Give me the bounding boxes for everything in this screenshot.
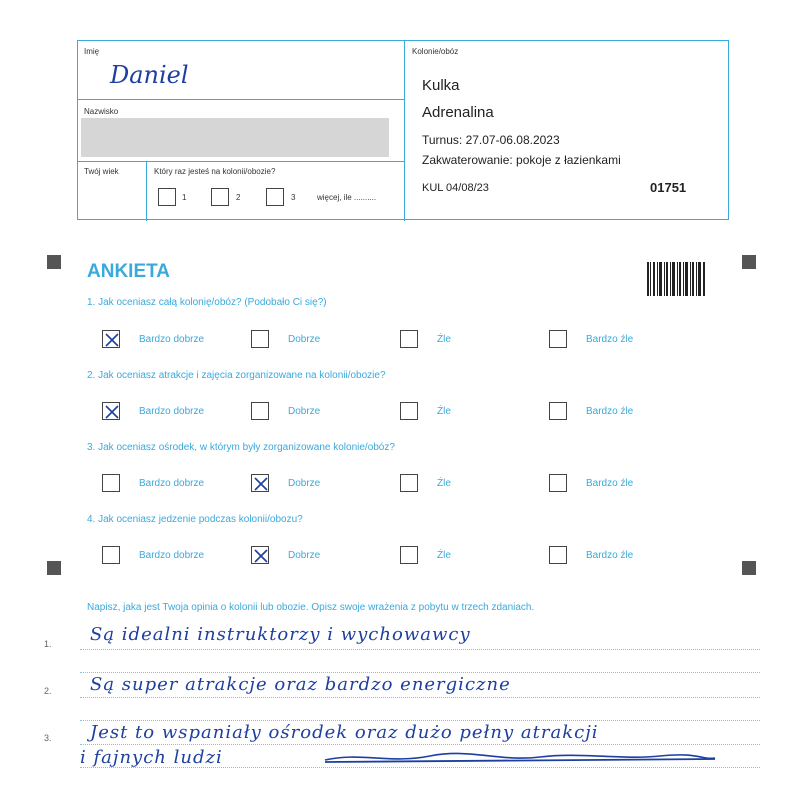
q2-checkbox-4[interactable] [549, 402, 567, 420]
q4-checkbox-1[interactable] [102, 546, 120, 564]
line-number-3: 3. [44, 733, 52, 743]
first-name-value[interactable]: Daniel [110, 61, 189, 89]
question-4: 4. Jak oceniasz jedzenie podczas kolonii/obozu? [87, 514, 303, 525]
form-number: 01751 [650, 180, 687, 195]
q1-checkbox-3[interactable] [400, 330, 418, 348]
camp-label: Kolonie/obóz [412, 47, 459, 56]
times-more[interactable]: więcej, ile .......... [317, 193, 377, 202]
camp-code: KUL 04/08/23 [422, 182, 489, 194]
q2-option-label-2: Dobrze [288, 406, 321, 417]
q3-option-label-3: Źle [437, 478, 451, 489]
q2-checkbox-1[interactable] [102, 402, 120, 420]
answer-2[interactable]: Są super atrakcje oraz bardzo energiczne [90, 674, 511, 695]
q4-option-label-2: Dobrze [288, 550, 321, 561]
registration-mark-top-right [742, 255, 756, 269]
q4-checkbox-3[interactable] [400, 546, 418, 564]
answer-line-3 [80, 744, 760, 745]
first-name-label: Imię [84, 47, 100, 56]
answer-3-continued[interactable]: i fajnych ludzi [80, 747, 223, 768]
q4-option-label-3: Źle [437, 550, 451, 561]
q1-option-label-2: Dobrze [288, 334, 321, 345]
camp-name-2: Adrenalina [422, 104, 494, 121]
barcode [647, 262, 705, 296]
q4-checkbox-2[interactable] [251, 546, 269, 564]
q1-checkbox-2[interactable] [251, 330, 269, 348]
answer-3[interactable]: Jest to wspaniały ośrodek oraz dużo pełny atrakcji [90, 722, 599, 743]
check-mark-icon [252, 547, 270, 565]
q4-option-label-1: Bardzo dobrze [139, 550, 205, 561]
line-number-2: 2. [44, 686, 52, 696]
times-checkbox-2[interactable] [211, 188, 229, 206]
q4-checkbox-4[interactable] [549, 546, 567, 564]
question-3: 3. Jak oceniasz ośrodek, w którym były zorganizowane kolonie/obóz? [87, 442, 395, 453]
crossed-out-scribble [320, 748, 720, 770]
header-card [77, 40, 729, 220]
q2-option-label-4: Bardzo źle [586, 406, 634, 417]
registration-mark-bottom-left [47, 561, 61, 575]
registration-mark-bottom-right [742, 561, 756, 575]
q1-checkbox-1[interactable] [102, 330, 120, 348]
q3-checkbox-3[interactable] [400, 474, 418, 492]
answer-1[interactable]: Są idealni instruktorzy i wychowawcy [90, 624, 471, 645]
q1-option-label-4: Bardzo źle [586, 334, 634, 345]
answer-line-2b [80, 720, 760, 721]
answer-line-1b [80, 672, 760, 673]
times-label: Który raz jesteś na kolonii/obozie? [154, 167, 276, 176]
last-name-label: Nazwisko [84, 107, 119, 116]
answer-line-1 [80, 649, 760, 650]
q1-option-label-3: Źle [437, 334, 451, 345]
times-checkbox-3[interactable] [266, 188, 284, 206]
answer-line-2 [80, 697, 760, 698]
q3-option-label-2: Dobrze [288, 478, 321, 489]
opinion-prompt: Napisz, jaka jest Twoja opinia o kolonii lub obozie. Opisz swoje wrażenia z pobytu w trzech zdaniach. [87, 602, 535, 613]
registration-mark-top-left [47, 255, 61, 269]
line-number-1: 1. [44, 639, 52, 649]
redacted-last-name [81, 118, 389, 157]
camp-name-1: Kulka [422, 77, 460, 94]
age-label: Twój wiek [84, 167, 119, 176]
q2-option-label-3: Źle [437, 406, 451, 417]
accommodation: Zakwaterowanie: pokoje z łazienkami [422, 153, 621, 167]
check-mark-icon [103, 403, 121, 421]
q3-option-label-4: Bardzo źle [586, 478, 634, 489]
q2-checkbox-2[interactable] [251, 402, 269, 420]
q4-option-label-4: Bardzo źle [586, 550, 634, 561]
q3-checkbox-4[interactable] [549, 474, 567, 492]
times-checkbox-1[interactable] [158, 188, 176, 206]
q3-checkbox-2[interactable] [251, 474, 269, 492]
turnus: Turnus: 27.07-06.08.2023 [422, 133, 560, 147]
q1-option-label-1: Bardzo dobrze [139, 334, 205, 345]
q3-option-label-1: Bardzo dobrze [139, 478, 205, 489]
q2-checkbox-3[interactable] [400, 402, 418, 420]
q2-option-label-1: Bardzo dobrze [139, 406, 205, 417]
times-option-1: 1 [182, 193, 187, 202]
survey-title: ANKIETA [87, 261, 171, 282]
question-1: 1. Jak oceniasz całą kolonię/obóz? (Podobało Ci się?) [87, 297, 327, 308]
times-option-3: 3 [291, 193, 296, 202]
times-option-2: 2 [236, 193, 241, 202]
q1-checkbox-4[interactable] [549, 330, 567, 348]
check-mark-icon [103, 331, 121, 349]
q3-checkbox-1[interactable] [102, 474, 120, 492]
check-mark-icon [252, 475, 270, 493]
question-2: 2. Jak oceniasz atrakcje i zajęcia zorganizowane na kolonii/obozie? [87, 370, 386, 381]
